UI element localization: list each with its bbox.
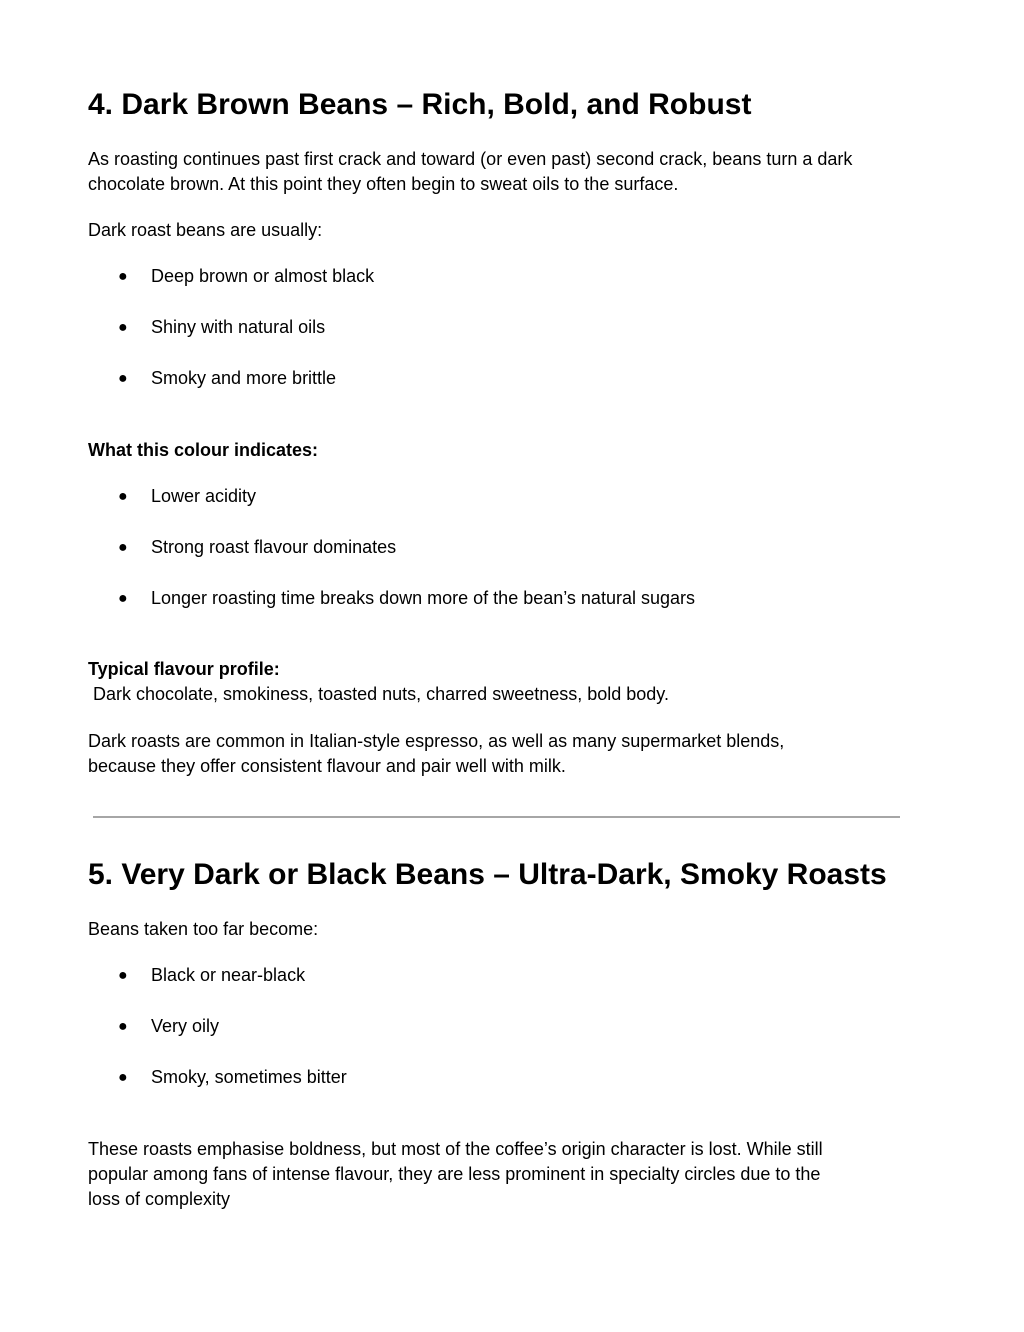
section-5-heading: 5. Very Dark or Black Beans – Ultra-Dark, Smoky Roasts [88, 858, 887, 891]
bullet-icon: ● [118, 967, 128, 984]
bullet-icon: ● [118, 370, 128, 387]
section-5-closing-line-3: loss of complexity [88, 1189, 231, 1209]
list-item-text: Smoky, sometimes bitter [151, 1067, 347, 1087]
list-item-text: Smoky and more brittle [151, 368, 337, 388]
list-item-text: Longer roasting time breaks down more of the bean’s natural sugars [151, 588, 695, 608]
section-5-intro: Beans taken too far become: [88, 919, 319, 939]
bullet-icon: ● [118, 488, 128, 505]
section-4-usually-label: Dark roast beans are usually: [88, 220, 323, 240]
bullet-icon: ● [118, 539, 128, 556]
bullet-icon: ● [118, 268, 128, 285]
list-item-text: Black or near-black [151, 965, 306, 985]
list-item-text: Strong roast flavour dominates [151, 537, 397, 557]
bullet-icon: ● [118, 1018, 128, 1035]
bullet-icon: ● [118, 590, 128, 607]
section-4-closing-line-1: Dark roasts are common in Italian-style espresso, as well as many supermarket blends, [88, 731, 785, 751]
indicates-label: What this colour indicates: [88, 440, 319, 460]
flavour-profile-text: Dark chocolate, smokiness, toasted nuts, charred sweetness, bold body. [88, 684, 669, 704]
section-4-intro-line-1: As roasting continues past first crack and toward (or even past) second crack, beans turn a dark [88, 149, 853, 169]
list-item-text: Very oily [151, 1016, 220, 1036]
bullet-icon: ● [118, 1069, 128, 1086]
bullet-icon: ● [118, 319, 128, 336]
horizontal-divider [93, 816, 900, 818]
section-5-closing-line-1: These roasts emphasise boldness, but most of the coffee’s origin character is lost. While still [88, 1139, 823, 1159]
section-4-closing-line-2: because they offer consistent flavour and pair well with milk. [88, 756, 566, 776]
section-4-intro-line-2: chocolate brown. At this point they often begin to sweat oils to the surface. [88, 174, 679, 194]
section-4-heading: 4. Dark Brown Beans – Rich, Bold, and Robust [88, 88, 752, 121]
list-item-text: Shiny with natural oils [151, 317, 326, 337]
list-item-text: Deep brown or almost black [151, 266, 375, 286]
list-item-text: Lower acidity [151, 486, 257, 506]
section-5-closing-line-2: popular among fans of intense flavour, they are less prominent in specialty circles due to the [88, 1164, 821, 1184]
flavour-profile-label: Typical flavour profile: [88, 659, 280, 679]
